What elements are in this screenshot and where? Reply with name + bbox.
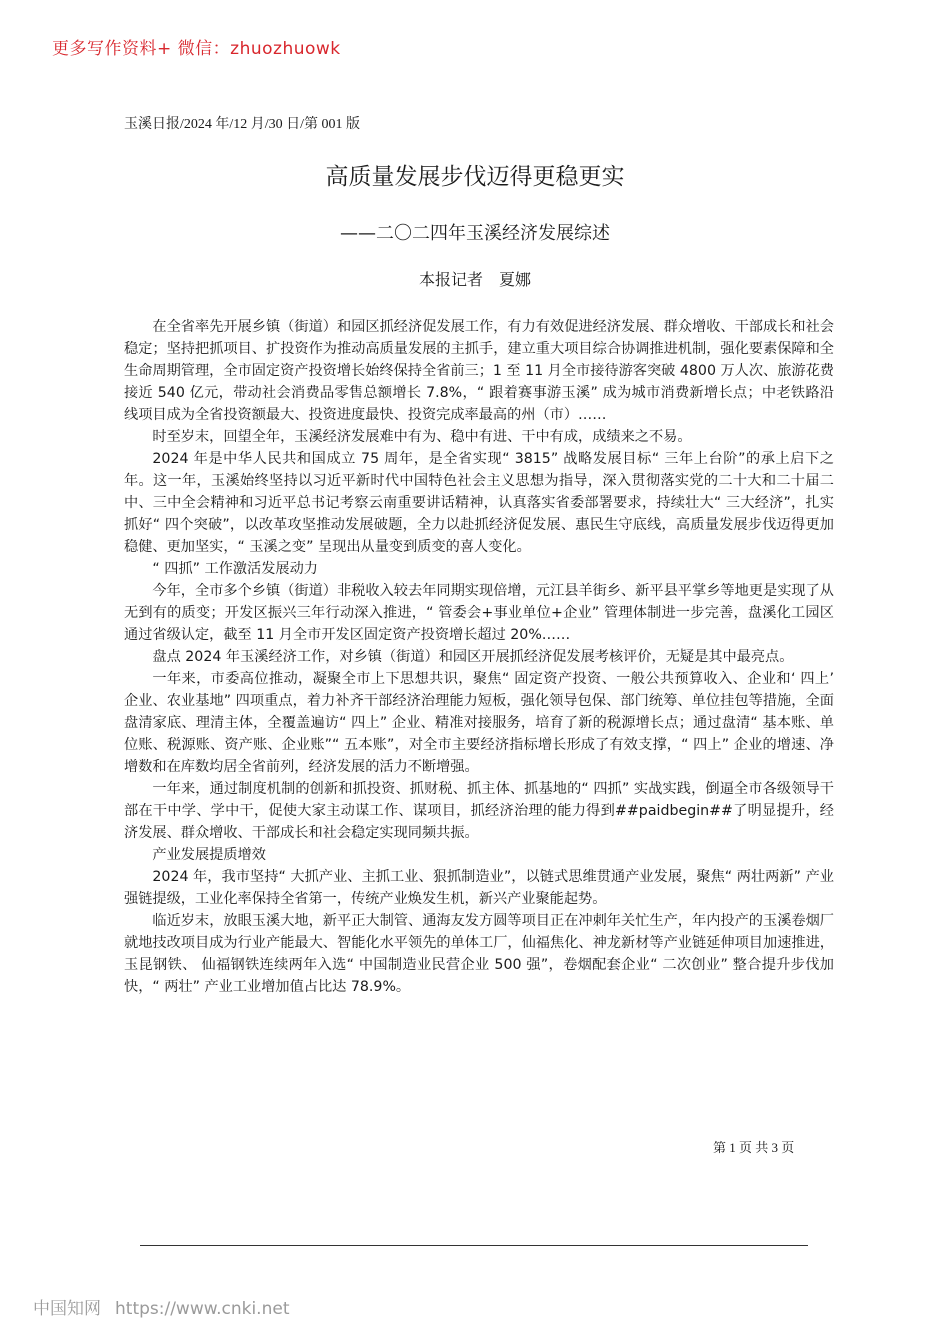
paragraph: 时至岁末，回望全年，玉溪经济发展难中有为、稳中有进、干中有成，成绩来之不易。: [152, 429, 692, 445]
paragraph: 2024 年，我市坚持“ 大抓产业、主抓工业、狠抓制造业”，以链式思维贯通产业发展，聚焦“ 两壮两新” 产业强链提级，工业化率保持全省第一，传统产业焕发生机，新兴产业聚能起势。: [124, 869, 834, 907]
footer-watermark: [33, 1294, 289, 1319]
promo-banner[interactable]: 更多写作资料+ 微信：zhuozhuowk: [52, 39, 341, 59]
source-line: 玉溪日报/2024 年/12 月/30 日/第 001 版: [124, 117, 361, 132]
section-heading: 产业发展提质增效: [152, 847, 266, 863]
article-title: 高质量发展步伐迈得更稳更实: [325, 164, 625, 190]
paragraph: 一年来，通过制度机制的创新和抓投资、抓财税、抓主体、抓基地的“ 四抓” 实战实践，倒逼全市各级领导干部在干中学、学中干，促使大家主动谋工作、谋项目，抓经济治理的能力得到##paidbegin##了明显提升，经济发展、群众增收、干部成长和社会稳定实现同频共振。: [124, 781, 834, 841]
footer-brand: 中国知网: [33, 1299, 101, 1319]
section-heading: “ 四抓” 工作激活发展动力: [152, 561, 318, 577]
paragraph: 今年，全市多个乡镇（街道）非税收入较去年同期实现倍增，元江县羊街乡、新平县平掌乡等地更是实现了从无到有的质变；开发区振兴三年行动深入推进，“ 管委会+事业单位+企业” 管理体制进一步完善，盘溪化工园区通过省级认定，截至 11 月全市开发区固定资产投资增长超过 20%……: [124, 583, 834, 643]
paragraph: 在全省率先开展乡镇（街道）和园区抓经济促发展工作，有力有效促进经济发展、群众增收、干部成长和社会稳定；坚持把抓项目、扩投资作为推动高质量发展的主抓手，建立重大项目综合协调推进机制，强化要素保障和全生命周期管理，全市固定资产投资增长始终保持全省前三；1 至 11 月全市接待游客突破 4800 万人次、旅游花费接近 540 亿元，带动社会消费品零售总额增长 7.8%，“ 跟着赛事游玉溪” 成为城市消费新增长点；中老铁路沿线项目成为全省投资额最大、投资进度最快、投资完成率最高的州（市）……: [124, 319, 834, 423]
byline: 本报记者 夏娜: [418, 270, 531, 289]
paragraph: 盘点 2024 年玉溪经济工作，对乡镇（街道）和园区开展抓经济促发展考核评价，无疑是其中最亮点。: [152, 649, 794, 665]
footer-divider: [140, 1245, 808, 1246]
paragraph: 临近岁末，放眼玉溪大地，新平正大制管、通海友发方圆等项目正在冲刺年关忙生产，年内投产的玉溪卷烟厂就地技改项目成为行业产能最大、智能化水平领先的单体工厂，仙福焦化、神龙新材等产业链延伸项目加速推进， 玉昆钢铁、 仙福钢铁连续两年入选“ 中国制造业民营企业 500 强”，卷烟配套企业“ 二次创业” 整合提升步伐加快，“ 两壮” 产业工业增加值占比达 78.9%。: [124, 913, 834, 995]
paragraph: 一年来，市委高位推动，凝聚全市上下思想共识，聚焦“ 固定资产投资、一般公共预算收入、企业和‘ 四上’ 企业、农业基地” 四项重点，着力补齐干部经济治理能力短板，强化领导包保、部门统筹、单位挂包等措施，全面盘清家底、理清主体，全覆盖遍访“ 四上” 企业、精准对接服务，培育了新的税源增长点；通过盘清“ 基本账、单位账、税源账、资产账、企业账”“ 五本账”，对全市主要经济指标增长形成了有效支撑，“ 四上” 企业的增速、净增数和在库数均居全省前列，经济发展的活力不断增强。: [124, 671, 834, 775]
page-number: 第 1 页 共 3 页: [713, 1140, 795, 1155]
article-body: [124, 316, 834, 998]
article-subtitle: ——二〇二四年玉溪经济发展综述: [340, 223, 610, 244]
footer-url[interactable]: https://www.cnki.net: [115, 1299, 290, 1319]
paragraph: 2024 年是中华人民共和国成立 75 周年，是全省实现“ 3815” 战略发展目标“ 三年上台阶”的承上启下之年。这一年，玉溪始终坚持以习近平新时代中国特色社会主义思想为指导，深入贯彻落实党的二十大和二十届二中、三中全会精神和习近平总书记考察云南重要讲话精神，认真落实省委部署要求，持续壮大“ 三大经济”，扎实抓好“ 四个突破”，以改革攻坚推动发展破题，全力以赴抓经济促发展、惠民生守底线，高质量发展步伐迈得更加稳健、更加坚实，“ 玉溪之变” 呈现出从量变到质变的喜人变化。: [124, 451, 834, 555]
